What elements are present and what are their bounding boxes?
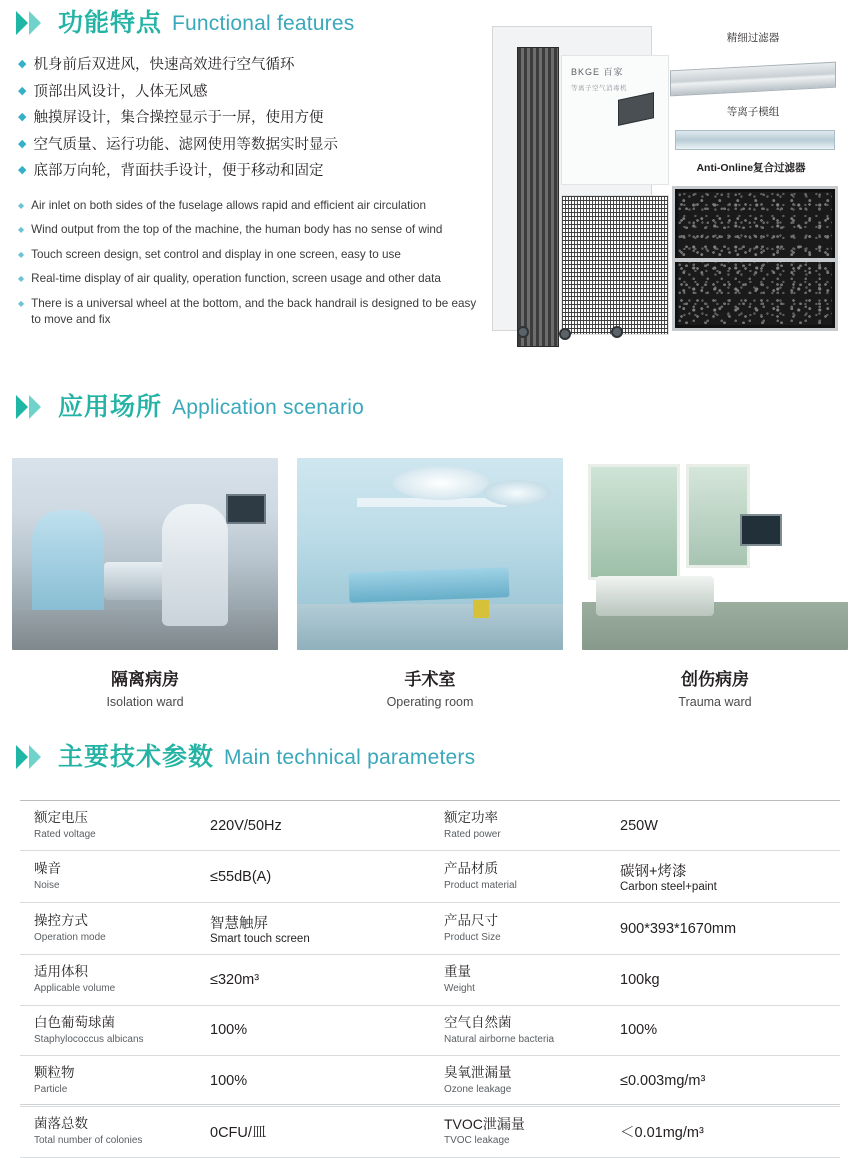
- carbon-filter-image: [672, 186, 838, 331]
- scenario-caption-en: Trauma ward: [678, 695, 752, 709]
- table-row: [20, 1005, 840, 1055]
- scenario-caption-en: Isolation ward: [106, 695, 184, 709]
- param-value: ≤320m³: [210, 955, 430, 1005]
- feature-text: Touch screen design, set control and display in one screen, easy to use: [31, 247, 401, 261]
- param-label: 产品材质 Product material: [430, 851, 620, 903]
- feature-text: 空气质量、运行功能、滤网使用等数据实时显示: [33, 136, 338, 153]
- feature-text: Real-time display of air quality, operation function, screen usage and other data: [31, 272, 441, 286]
- param-label: 噪音 Noise: [20, 851, 210, 903]
- scenario-caption-cn: 创伤病房: [681, 670, 749, 689]
- footer-divider: [20, 1104, 840, 1105]
- diamond-bullet-icon: ◆: [18, 58, 27, 70]
- trauma-ward-photo: [582, 458, 848, 650]
- diamond-bullet-icon: ◆: [18, 84, 27, 97]
- params-title-cn: 主要技术参数: [58, 742, 215, 771]
- caster-wheel-icon: [611, 326, 623, 338]
- list-item: [18, 222, 488, 238]
- scenario-card-isolation-ward: [12, 458, 278, 709]
- scenario-card-operating-room: [297, 458, 563, 709]
- air-purifier-unit: [492, 26, 652, 331]
- isolation-ward-photo: [12, 458, 278, 650]
- feature-text: 底部万向轮，背面扶手设计，便于移动和固定: [33, 163, 324, 180]
- chevron-right-icon: [14, 8, 48, 38]
- diamond-bullet-icon: ◆: [18, 298, 25, 308]
- diamond-bullet-icon: ◆: [18, 274, 25, 284]
- list-item: [18, 162, 448, 182]
- carbon-filter-label: Anti-Online复合过滤器: [696, 162, 806, 174]
- param-label: 白色葡萄球菌 Staphylococcus albicans: [20, 1005, 210, 1055]
- table-row: [20, 955, 840, 1005]
- param-value: 智慧触屏 Smart touch screen: [210, 903, 430, 955]
- param-value: 碳钢+烤漆 Carbon steel+paint: [620, 851, 840, 903]
- list-item: [18, 247, 488, 263]
- scenario-title-cn: 应用场所: [58, 392, 163, 421]
- feature-text: 触摸屏设计，集合操控显示于一屏，使用方便: [33, 110, 324, 127]
- param-label: 适用体积 Applicable volume: [20, 955, 210, 1005]
- fine-filter-label: 精细过滤器: [726, 32, 780, 44]
- param-value: 220V/50Hz: [210, 801, 430, 851]
- scenario-caption-en: Operating room: [386, 695, 474, 709]
- param-label: 额定电压 Rated voltage: [20, 801, 210, 851]
- chevron-right-icon: [14, 742, 48, 772]
- param-label: 额定功率 Rated power: [430, 801, 620, 851]
- params-title-en: Main technical parameters: [224, 745, 476, 769]
- param-value: 0CFU/皿: [210, 1106, 430, 1157]
- param-value: 100kg: [620, 955, 840, 1005]
- list-item: [18, 136, 448, 156]
- features-list-cn: [18, 56, 448, 189]
- param-value: 900*393*1670mm: [620, 903, 840, 955]
- product-brand-sub-label: 等离子空气消毒机: [571, 85, 627, 92]
- feature-text: 机身前后双进风，快速高效进行空气循环: [33, 57, 295, 73]
- param-label: 重量 Weight: [430, 955, 620, 1005]
- param-value: ≤0.003mg/m³: [620, 1056, 840, 1106]
- scenario-card-trauma-ward: [582, 458, 848, 709]
- param-label: 空气自然菌 Natural airborne bacteria: [430, 1005, 620, 1055]
- caster-wheel-icon: [559, 328, 571, 340]
- scenario-caption-cn: 隔离病房: [111, 670, 179, 689]
- features-title-cn: 功能特点: [58, 8, 163, 37]
- caster-wheel-icon: [517, 326, 529, 338]
- feature-text: Air inlet on both sides of the fuselage allows rapid and efficient air circulation: [31, 199, 426, 212]
- table-row: [20, 1106, 840, 1157]
- param-label: 臭氧泄漏量 Ozone leakage: [430, 1056, 620, 1106]
- diamond-bullet-icon: ◆: [18, 111, 27, 124]
- purifier-mesh-grille: [561, 195, 669, 335]
- param-label: 菌落总数 Total number of colonies: [20, 1106, 210, 1157]
- table-row: [20, 801, 840, 851]
- list-item: [18, 296, 488, 329]
- list-item: [18, 109, 448, 129]
- scenario-caption-cn: 手术室: [404, 670, 456, 689]
- diamond-bullet-icon: ◆: [18, 225, 25, 235]
- plasma-module-image: [675, 130, 835, 150]
- param-label: 操控方式 Operation mode: [20, 903, 210, 955]
- list-item: [18, 198, 488, 214]
- table-row: [20, 903, 840, 955]
- param-value: 100%: [620, 1005, 840, 1055]
- chevron-right-icon: [14, 392, 48, 422]
- features-section-header: [14, 8, 354, 38]
- diamond-bullet-icon: ◆: [18, 249, 25, 259]
- param-label: TVOC泄漏量 TVOC leakage: [430, 1106, 620, 1157]
- table-row: [20, 851, 840, 903]
- param-value: 100%: [210, 1056, 430, 1106]
- purifier-side-grille: [517, 47, 559, 347]
- diamond-bullet-icon: ◆: [18, 201, 25, 210]
- features-list-en: [18, 198, 488, 336]
- list-item: [18, 83, 448, 103]
- feature-text: There is a universal wheel at the bottom, and the back handrail is designed to be easy to move and fix: [31, 296, 477, 326]
- param-label: 产品尺寸 Product Size: [430, 903, 620, 955]
- product-illustration: [470, 8, 848, 358]
- param-value: ≤55dB(A): [210, 851, 430, 903]
- param-value: 250W: [620, 801, 840, 851]
- plasma-module-label: 等离子模组: [726, 106, 780, 118]
- fine-filter-image: [670, 62, 836, 97]
- feature-text: Wind output from the top of the machine, the human body has no sense of wind: [31, 223, 443, 237]
- diamond-bullet-icon: ◆: [18, 164, 27, 177]
- params-section-header: [14, 742, 475, 772]
- features-title-en: Functional features: [172, 11, 355, 35]
- param-value: ＜0.01mg/m³: [620, 1106, 840, 1157]
- scenario-title-en: Application scenario: [172, 395, 364, 419]
- diamond-bullet-icon: ◆: [18, 137, 27, 150]
- scenario-section-header: [14, 392, 364, 422]
- list-item: [18, 56, 448, 76]
- operating-room-photo: [297, 458, 563, 650]
- table-row: [20, 1056, 840, 1106]
- feature-text: 顶部出风设计，人体无风感: [33, 83, 208, 100]
- list-item: [18, 271, 488, 287]
- product-brand-label: BKGE 百家: [571, 67, 624, 77]
- param-label: 颗粒物 Particle: [20, 1056, 210, 1106]
- param-value: 100%: [210, 1005, 430, 1055]
- scenario-card-list: [12, 458, 848, 709]
